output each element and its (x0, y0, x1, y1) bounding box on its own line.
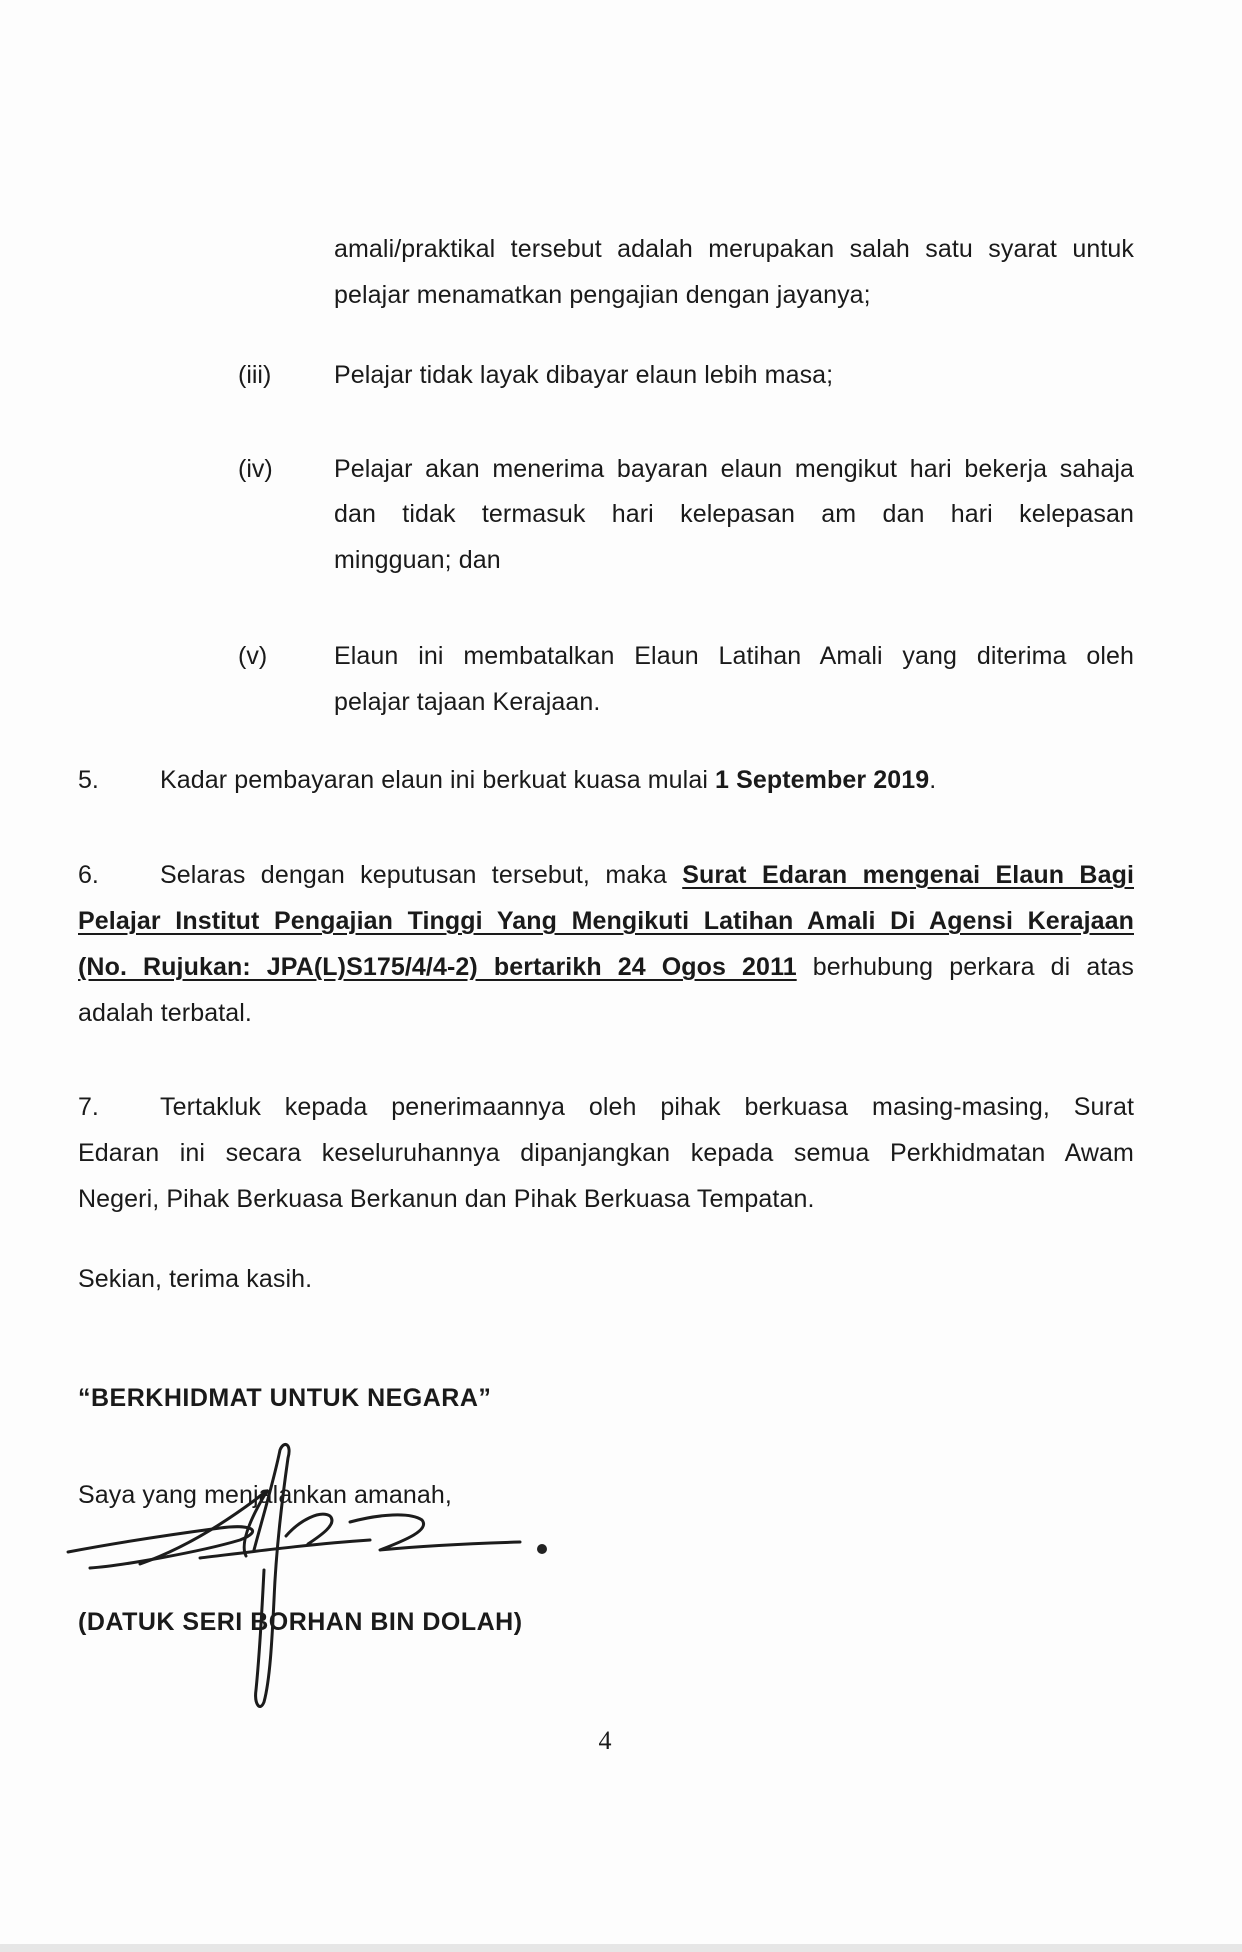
para5-effective-date: 1 September 2019 (715, 766, 930, 794)
para6-lead: Selaras dengan keputusan tersebut, maka (160, 861, 683, 889)
item-ii-continuation-line1: amali/praktikal tersebut adalah merupakan salah satu syarat untuk (334, 235, 1134, 263)
para6-reference-title-part1: Surat Edaran mengenai Elaun Bagi (682, 861, 1134, 889)
para5-end: . (929, 766, 937, 794)
item-iii-label: (iii) (238, 361, 272, 389)
item-v-line1: Elaun ini membatalkan Elaun Latihan Amali yang diterima oleh (334, 642, 1134, 670)
handwritten-signature (50, 1440, 570, 1720)
para7-line3: Negeri, Pihak Berkuasa Berkanun dan Pihak Berkuasa Tempatan. (78, 1185, 815, 1213)
item-iv-label: (iv) (238, 455, 273, 483)
item-iii-text: Pelajar tidak layak dibayar elaun lebih masa; (334, 361, 834, 389)
para6-line4: adalah terbatal. (78, 999, 252, 1027)
para6-reference-title-part2: Pelajar Institut Pengajian Tinggi Yang Mengikuti Latihan Amali Di Agensi Kerajaan (78, 907, 1134, 935)
para6-line2 (78, 898, 1134, 944)
item-iv-line1: Pelajar akan menerima bayaran elaun mengikut hari bekerja sahaja (334, 455, 1134, 483)
para6-line1 (160, 852, 1134, 898)
motto: “BERKHIDMAT UNTUK NEGARA” (78, 1384, 492, 1412)
para6-number: 6. (78, 861, 99, 889)
closing-text: Sekian, terima kasih. (78, 1265, 313, 1293)
signatory-name: (DATUK SERI BORHAN BIN DOLAH) (78, 1608, 523, 1636)
para5-number: 5. (78, 766, 99, 794)
para5-text-line (160, 757, 1060, 803)
para7-line2: Edaran ini secara keseluruhannya dipanjangkan kepada semua Perkhidmatan Awam (78, 1139, 1134, 1167)
para5-text: Kadar pembayaran elaun ini berkuat kuasa mulai (160, 766, 716, 794)
para6-line3 (78, 944, 1134, 990)
para7-number: 7. (78, 1093, 99, 1121)
para7-line1: Tertakluk kepada penerimaannya oleh pihak berkuasa masing-masing, Surat (160, 1093, 1134, 1121)
page-number: 4 (598, 1726, 612, 1755)
scan-bottom-edge (0, 1944, 1242, 1952)
sign-off: Saya yang menjalankan amanah, (78, 1481, 452, 1509)
ink-dot (537, 1544, 547, 1554)
item-iv-line3: mingguan; dan (334, 546, 501, 574)
item-iv-line2: dan tidak termasuk hari kelepasan am dan hari kelepasan (334, 500, 1134, 528)
item-v-line2: pelajar tajaan Kerajaan. (334, 688, 601, 716)
item-ii-continuation-line2: pelajar menamatkan pengajian dengan jayanya; (334, 281, 871, 309)
para6-tail: berhubung perkara di atas (796, 953, 1135, 981)
item-v-label: (v) (238, 642, 268, 670)
para6-reference-number-date: (No. Rujukan: JPA(L)S175/4/4-2) bertarikh 24 Ogos 2011 (78, 953, 797, 981)
